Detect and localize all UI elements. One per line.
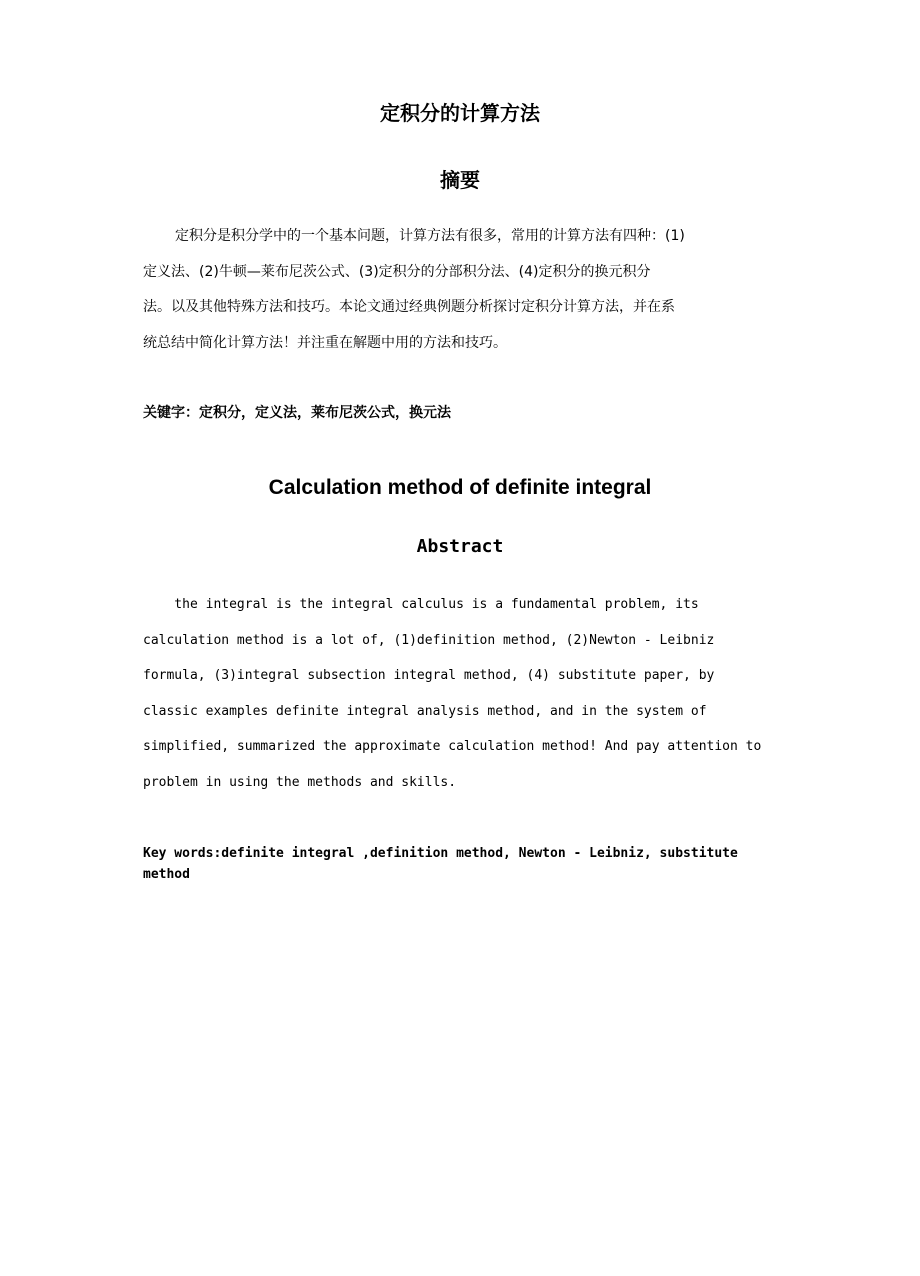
english-keywords-line: method	[143, 867, 190, 882]
english-keywords-line: Key words:definite integral ,definition method, Newton - Leibniz, substitute	[143, 846, 738, 861]
chinese-abstract-line: 统总结中简化计算方法！并注重在解题中用的方法和技巧。	[143, 334, 507, 351]
english-title: Calculation method of definite integral	[268, 476, 652, 499]
chinese-abstract-heading: 摘要	[440, 168, 480, 192]
english-abstract-line: the integral is the integral calculus is a fundamental problem, its	[143, 597, 699, 612]
english-abstract-heading: Abstract	[416, 536, 504, 557]
english-keywords	[143, 843, 783, 885]
english-abstract-body	[143, 587, 803, 800]
chinese-abstract-body	[143, 219, 783, 361]
chinese-abstract-line: 定积分是积分学中的一个基本问题，计算方法有很多，常用的计算方法有四种：(1)	[175, 228, 685, 244]
chinese-title: 定积分的计算方法	[380, 101, 540, 125]
english-abstract-line: simplified, summarized the approximate calculation method! And pay attention to	[143, 739, 762, 754]
english-abstract-line: problem in using the methods and skills.	[143, 774, 457, 790]
english-abstract-line: formula, (3)integral subsection integral method, (4) substitute paper, by	[143, 668, 715, 683]
english-abstract-line: calculation method is a lot of, (1)definition method, (2)Newton - Leibniz	[143, 632, 715, 648]
english-abstract-line: classic examples definite integral analysis method, and in the system of	[143, 703, 707, 719]
chinese-abstract-line: 法。以及其他特殊方法和技巧。本论文通过经典例题分析探讨定积分计算方法，并在系	[143, 299, 675, 315]
chinese-keywords: 关键字：定积分，定义法，莱布尼茨公式，换元法	[143, 405, 451, 421]
chinese-abstract-line: 定义法、(2)牛顿—莱布尼茨公式、(3)定积分的分部积分法、(4)定积分的换元积分	[143, 263, 651, 280]
